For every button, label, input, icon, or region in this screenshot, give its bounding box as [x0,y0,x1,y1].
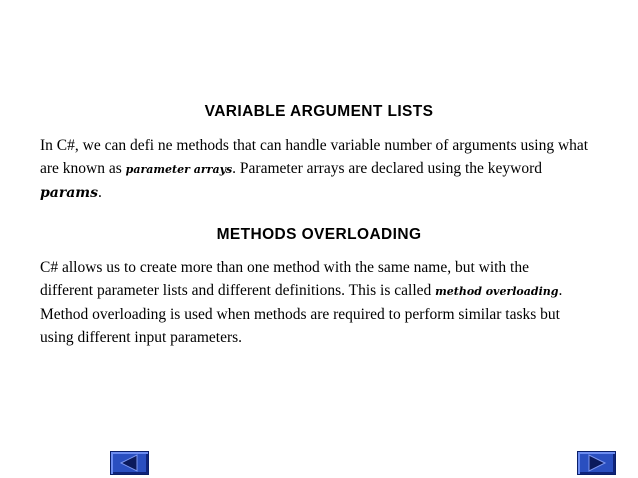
right-arrow-icon [578,452,615,474]
term-method-overloading: method overloading [435,285,559,298]
paragraph-line: using different input parameters. [40,329,243,346]
paragraph-line: Method overloading is used when methods are required to perform similar tasks but [40,306,560,323]
keyword-params: params [40,185,99,201]
text-span: . [98,184,102,201]
text-span: are known as [40,160,126,177]
text-span: . Parameter arrays are declared using the keyword [232,160,543,177]
paragraph-line [40,181,620,205]
heading-variable-argument-lists: VARIABLE ARGUMENT LISTS [204,103,434,120]
previous-slide-button[interactable] [110,451,149,475]
term-parameter-arrays: parameter arrays [125,163,233,176]
text-span: different parameter lists and different definitions. This is called [40,282,436,299]
paragraph-line: In C#, we can defi ne methods that can handle variable number of arguments using what [40,137,589,154]
next-slide-button[interactable] [577,451,616,475]
paragraph-line [40,279,620,303]
left-arrow-icon [111,452,148,474]
paragraph-line [40,157,620,181]
paragraph-line: C# allows us to create more than one method with the same name, but with the [40,259,529,276]
paragraph-methods-overloading [40,256,620,349]
heading-methods-overloading: METHODS OVERLOADING [216,226,422,243]
paragraph-variable-arguments [40,134,620,205]
text-span: . [558,282,563,299]
